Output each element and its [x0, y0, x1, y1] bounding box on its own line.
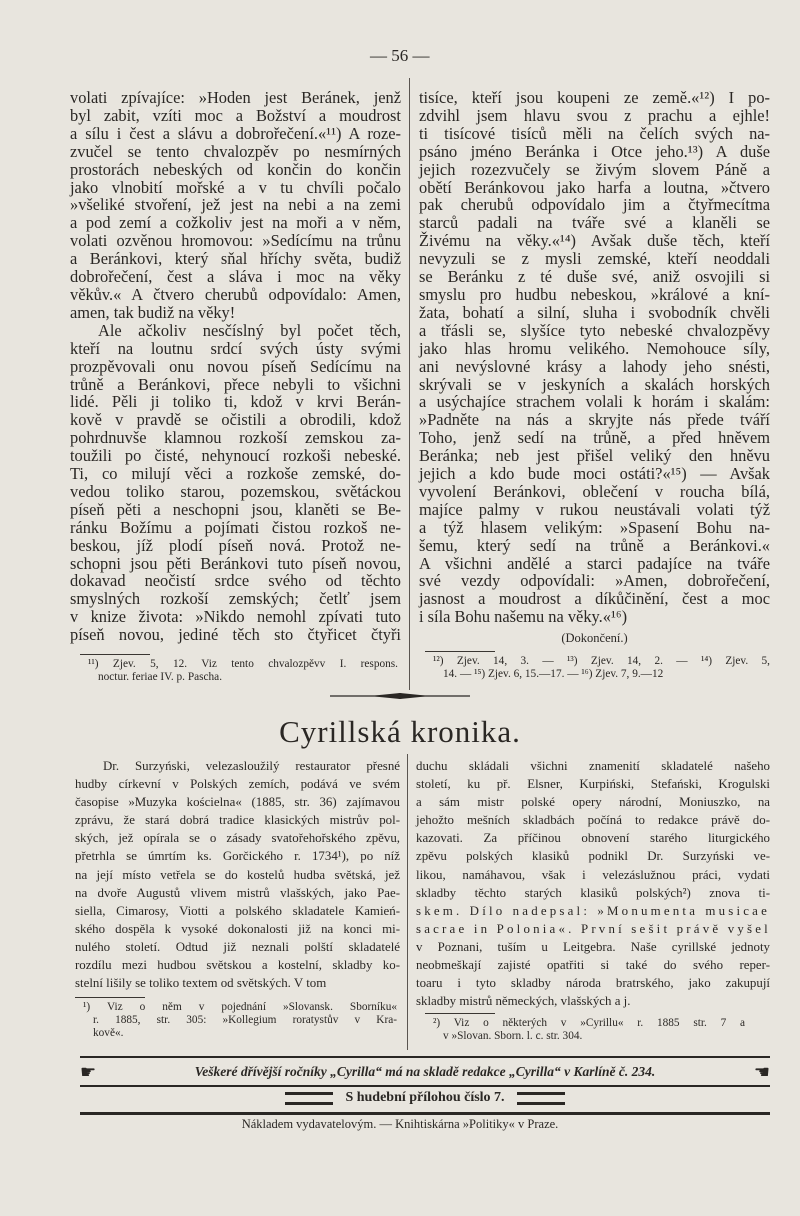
footnote-rule [80, 654, 150, 655]
text-line: neobmeškají zajisté opatřiti si také do svého reper- [416, 958, 770, 973]
text-line: A všichni andělé a starci padajíce na tváře [419, 553, 770, 573]
text-line: a pod zemí a cožkoliv jest na moři a v něm, [70, 213, 401, 233]
text-line: na její místo vetřela se do kostelů hudba světská, jež [75, 867, 400, 882]
text-line: a usýchajíce strachem volali k horám i skalám: [419, 392, 770, 412]
text-line: věkův.« A čtvero cherubů odpovídalo: Amen, [70, 284, 401, 304]
ornament-divider [330, 691, 470, 701]
text-line: schopni jsou pěti Beránkovi tuto píseň novou, [70, 553, 401, 573]
bottom-left-column [75, 757, 400, 992]
text-line: v Poznani, tuším u Leitgebra. Naše cyrillské jednoty [416, 939, 770, 954]
text-line: a sám mistr polské opery národní, Moniuszko, na [416, 795, 770, 810]
text-line: zprávu, že stará dobrá tradice klasických mistrův pol- [75, 813, 400, 828]
text-line: se Beránku z té duše své, aniž osvojili si [419, 267, 770, 287]
footnotes-12-16 [425, 655, 770, 681]
text-line: skladby mistrů německých, vlašských a j. [416, 994, 631, 1009]
text-line: ského dospěla k vysoké dokonalosti již na konci mi- [75, 921, 400, 936]
text-line: skem. Dílo nadepsal: »Monumenta musicae [416, 903, 770, 918]
text-line: »Padněte na nás a skryjte nás přede tváří [419, 410, 770, 430]
text-line: časopise »Muzyka kościelna« (1885, str. 36) zajímavou [75, 795, 400, 810]
footnote-rule [425, 1013, 495, 1014]
text-line: jako vlnobití mořské a v tu chvíli počalo [70, 177, 401, 197]
footnote-line: ¹) Viz o něm v pojednání »Slovansk. Sborníku« [83, 1001, 397, 1013]
bottom-right-column [416, 757, 770, 1010]
column-divider-top [409, 78, 410, 690]
footnote-1 [75, 1001, 397, 1040]
text-line: ských, jež opírala se o zásady svatořehořského zpěvu, [75, 831, 400, 846]
text-line: toaru i tyto skladby národa bratrského, jako zakupují [416, 976, 770, 991]
text-line: stelní lišily se toliko textem od světských. V tom [75, 976, 327, 991]
text-line: zpěvu polských klasiků podnikl Dr. Surzyński ve- [416, 849, 770, 864]
double-bar-ornament [517, 1092, 565, 1105]
footnote-line: noctur. feriae IV. p. Pascha. [98, 671, 223, 683]
footnote-2 [425, 1017, 745, 1043]
text-line: smyslu pro hudbu nebeskou, »králové a kní- [419, 284, 770, 304]
text-line: nulého století. Odtud již neznali polští skladatelé [75, 939, 400, 954]
text-line: dobrořečení, čest a sláva i moc na věky [70, 267, 401, 287]
text-line: zvučel se tento chvalozpěv po nesmírných [70, 141, 401, 161]
text-line: své vezdy odpovídali: »Amen, dobrořečení, [419, 571, 770, 591]
text-line: rozdílu mezi hudbou světskou a kostelní, skladby ko- [75, 958, 400, 973]
text-line: Dr. Surzyński, velezasloužilý restaurator přesné [103, 759, 400, 773]
text-line: nevyzuli se z mysli zemské, kteří neoddali [419, 249, 770, 269]
text-line: Toho, jenž sedí na trůně, a před hněvem [419, 428, 770, 448]
column-divider-bottom [407, 754, 408, 1050]
footnote-line: ¹²) Zjev. 14, 3. — ¹³) Zjev. 14, 2. — ¹⁴) Zjev. 5, [433, 655, 770, 667]
footnote-11 [80, 658, 398, 684]
text-line: dokavad neočistí srdce svého od těchto [70, 571, 401, 591]
text-line: hudby církevní v Polských zemích, podává ve svém [75, 777, 400, 792]
text-line: skladby těchto starých klasiků polských²) znova ti- [416, 885, 770, 900]
footnote-rule [425, 651, 495, 652]
rule [80, 1112, 770, 1115]
supplement-text: S hudební přílohou číslo 7. [345, 1090, 505, 1105]
text-line: beskou, jíž plodí píseň nová. Protož ne- [70, 535, 401, 555]
pointing-hand-icon: ☚ [753, 1061, 770, 1082]
top-left-column [70, 89, 401, 644]
text-line: majíce palmy v rukou neustávali volati týž [419, 499, 770, 519]
text-line: kově v pravdě se očistili a obrodili, kdož [70, 410, 401, 430]
text-line: »všeliké stvoření, jež jest na nebi a na zemi [70, 195, 401, 215]
text-line: tisíce, kteří jsou koupeni ze země.«¹²) I po- [419, 88, 770, 107]
pointing-hand-icon: ☛ [80, 1061, 97, 1082]
text-line: starců padali na tváře své a klaněli se [419, 213, 770, 233]
footnote-line: v »Slovan. Sborn. l. c. str. 304. [443, 1030, 583, 1042]
footnote-rule [75, 997, 145, 998]
notice-text: Veškeré dřívější ročníky „Cyrilla“ má na skladě redakce „Cyrilla“ v Karlíně č. 234. [194, 1064, 656, 1079]
text-line: pak cherubů odpovídalo jim a čtyřmecítma [419, 195, 770, 215]
footnote-line: 14. — ¹⁵) Zjev. 6, 15.—17. — ¹⁶) Zjev. 7, 9.—12 [443, 668, 664, 680]
text-line: pohrdnuvše klamnou rozkoší zemskou za- [70, 428, 401, 448]
text-line: a týž hlasem velikým: »Spasení Bohu na- [419, 517, 770, 537]
text-line: duchu skládali všichni znamenití skladatelé našeho [416, 759, 770, 773]
supplement-line [80, 1090, 770, 1106]
text-line: prozpěvovali onu novou píseň Sedícímu na [70, 356, 401, 376]
rule [80, 1056, 770, 1058]
text-line: a Beránkovi, který sňal hříchy světa, budiž [70, 249, 401, 269]
text-line: psáno jméno Beránka i Otce jeho.¹³) A duše [419, 141, 770, 161]
text-line: sacrae in Polonia«. První sešit právě vyšel [416, 921, 771, 936]
double-bar-ornament [285, 1092, 333, 1105]
text-line: ránku Božímu a pojímati čistou rozkoš ne- [70, 517, 401, 537]
imprint: Nákladem vydavatelovým. — Knihtiskárna »Politiky« v Praze. [241, 1117, 559, 1131]
footnote-line: r. 1885, str. 305: »Kollegium roratystův v Kra- [93, 1014, 397, 1026]
text-line: kteří na loutnu srdcí svých ústy svými [70, 338, 401, 358]
text-line: píseň pěti a neschopni jsou, klaněti se Be- [70, 499, 401, 519]
text-line: v knize života: »Nikdo nemohl zpívati tuto [70, 607, 401, 627]
text-line: jejich rozezvučely se živým slovem Páně a [419, 159, 770, 179]
text-line: jako hlas hromu velikého. Nemohouce síly, [419, 338, 770, 358]
footnote-line: ¹¹) Zjev. 5, 12. Viz tento chvalozpěvv I. respons. [88, 658, 398, 670]
text-line: obětí Beránkovou jako harfa a loutna, »čtvero [419, 177, 770, 197]
text-line: i síla Bohu našemu na věky.«¹⁶) [419, 607, 628, 627]
text-line: Živému na věky.«¹⁴) Avšak duše těch, kteří [419, 231, 770, 251]
text-line: lidé. Pěli ji toliko ti, kdož v krvi Berán- [70, 392, 401, 412]
text-line: prostorách nebeských od končin do končin [70, 159, 401, 179]
text-line: jehožto mešních skladbách počíná to redakce právě do- [416, 813, 770, 828]
text-line: vedou toliko starou, pozemskou, světáckou [70, 481, 401, 501]
text-line: trůně a Beránkovi, přece nebyli to všichni [70, 374, 401, 394]
text-line: vyvolení Beránkovi, oblečení v roucha bílá, [419, 481, 770, 501]
text-line: ani nevýslovné krásy a lahody jeho snésti, [419, 356, 770, 376]
text-line: Ti, co milují věci a rozkoše zemské, do- [70, 464, 401, 484]
page-number: — 56 — [370, 46, 430, 65]
text-line: a třásli se, slyšíce tyto nebeské chvalozpěvy [419, 320, 770, 340]
text-line: amen, tak budiž na věky! [70, 302, 236, 322]
text-line: století, ku př. Elsner, Kurpiński, Stefański, Krogulski [416, 777, 770, 792]
text-line: kazovati. Za příčinou obnovení starého liturgického [416, 831, 770, 846]
text-line: Ale ačkoliv nesčíslný byl počet těch, [98, 320, 401, 340]
footnote-line: kově«. [93, 1027, 124, 1039]
text-line: zdvihl jsem hlavu svou z prachu a ejhle! [419, 105, 770, 125]
notice-line [80, 1061, 770, 1083]
text-line: skrývali se v jeskyních a skalách horských [419, 374, 770, 394]
text-line: volati ozvěnou hromovou: »Sedícímu na trůnu [70, 231, 401, 251]
text-line: píseň novou, jediné těch sto čtyřicet čtyři [70, 625, 401, 645]
text-line: jasnost a moudrost a díkůčinění, čest a moc [419, 589, 770, 609]
top-right-column [419, 89, 770, 626]
text-line: Beránka; neb jest přišel veliký den hněvu [419, 446, 770, 466]
text-line: likou, namáhavou, však i velezáslužnou práci, vydati [416, 867, 770, 882]
text-line: na dvoře Augustů vlivem mistrů vlašských, jako Pae- [75, 885, 400, 900]
text-line: siella, Cimarosy, Viotti a polského skladatele Kamień- [75, 903, 400, 918]
text-line: žata, bohatí a silní, sluha i svobodník chvěli [419, 302, 770, 322]
text-line: jejich a kdo bude moci ostáti?«¹⁵) — Avšak [419, 464, 770, 484]
text-line: smyslných rozkoší zemských; četlť jsem [70, 589, 401, 609]
section-title: Cyrillská kronika. [279, 714, 521, 749]
text-line: a sílu i čest a slávu a dobrořečení.«¹¹) A roze- [70, 123, 401, 143]
rule [80, 1085, 770, 1087]
text-line: šemu, který sedí na trůně a Beránkovi.« [419, 535, 770, 555]
text-line: byl zabit, vzíti moc a Božství a moudrost [70, 105, 401, 125]
text-line: toužili po čisté, nehynoucí rozkoši nebeské. [70, 446, 401, 466]
text-line: volati zpívajíce: »Hoden jest Beránek, jenž [70, 88, 401, 107]
text-line: ti tisícové tisíců měli na čelích svých na- [419, 123, 770, 143]
footnote-line: ²) Viz o některých v »Cyrillu« r. 1885 str. 7 a [433, 1017, 745, 1029]
closing-note: (Dokončení.) [561, 631, 628, 645]
text-line: přetrhla se úmrtím ks. Gorčického r. 1734¹), po níž [75, 849, 400, 864]
